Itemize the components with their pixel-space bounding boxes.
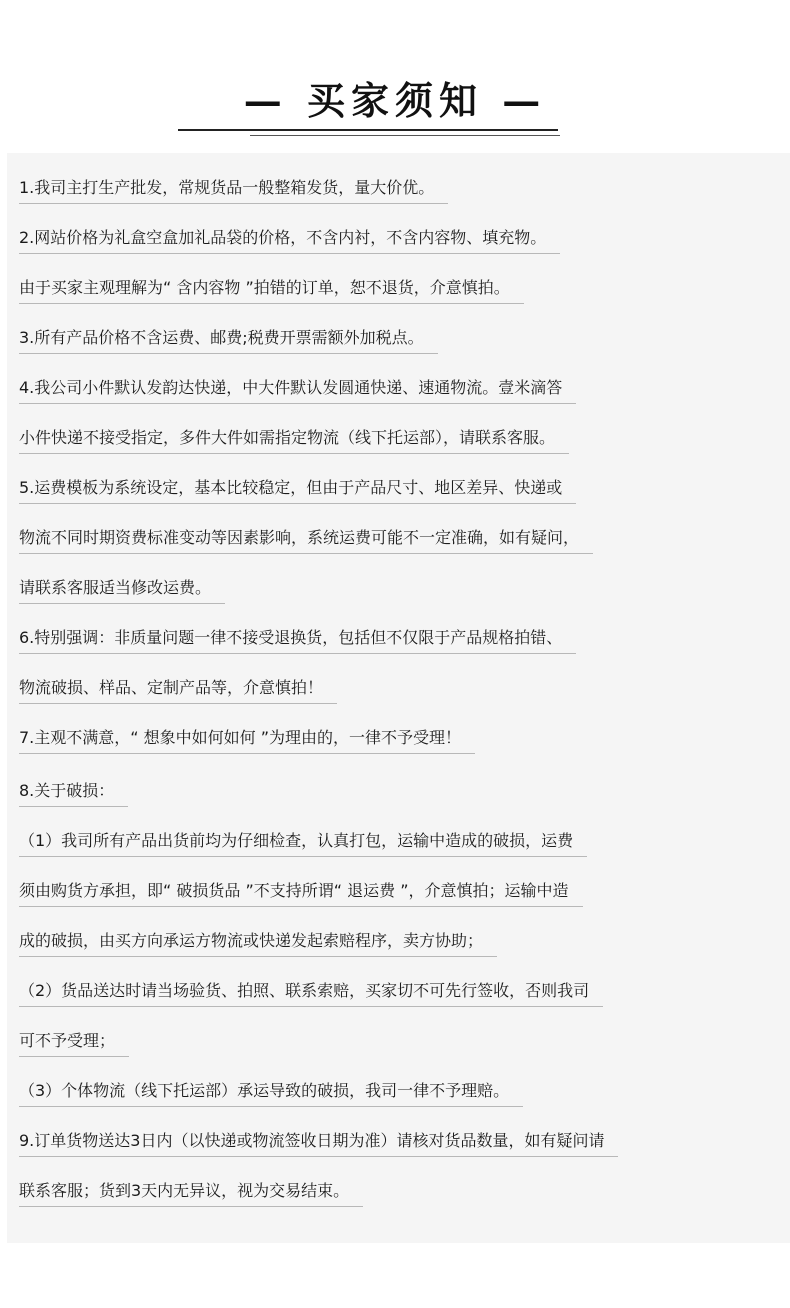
notice-line: 请联系客服适当修改运费。 [19,577,225,604]
notice-line: 须由购货方承担，即“ 破损货品 ”不支持所谓“ 退运费 ”，介意慎拍；运输中造 [19,880,583,907]
notice-line: 5.运费模板为系统设定，基本比较稳定，但由于产品尺寸、地区差异、快递或 [19,477,576,504]
notice-line: 8.关于破损： [19,780,128,807]
notice-line: 小件快递不接受指定，多件大件如需指定物流（线下托运部），请联系客服。 [19,427,569,454]
notice-line: 由于买家主观理解为“ 含内容物 ”拍错的订单，恕不退货，介意慎拍。 [19,277,524,304]
notice-line: 物流破损、样品、定制产品等，介意慎拍！ [19,677,337,704]
notice-line: 9.订单货物送达3日内（以快递或物流签收日期为准）请核对货品数量，如有疑问请 [19,1130,618,1157]
title-underline [178,129,558,131]
notice-line: 7.主观不满意，“ 想象中如何如何 ”为理由的，一律不予受理！ [19,727,475,754]
title-underline-secondary [250,135,560,136]
notice-line: 3.所有产品价格不含运费、邮费;税费开票需额外加税点。 [19,327,438,354]
notice-line: 6.特别强调：非质量问题一律不接受退换货，包括但不仅限于产品规格拍错、 [19,627,576,654]
notice-line: 1.我司主打生产批发，常规货品一般整箱发货，量大价优。 [19,177,448,204]
notice-line: 物流不同时期资费标准变动等因素影响，系统运费可能不一定准确，如有疑问， [19,527,593,554]
page-title: — 买家须知 — [243,78,547,123]
notice-line: （1）我司所有产品出货前均为仔细检查，认真打包，运输中造成的破损，运费 [19,830,587,857]
notice-line: 联系客服；货到3天内无异议，视为交易结束。 [19,1180,363,1207]
notice-line: 成的破损，由买方向承运方物流或快递发起索赔程序，卖方协助； [19,930,497,957]
notice-line: （2）货品送达时请当场验货、拍照、联系索赔，买家切不可先行签收，否则我司 [19,980,603,1007]
notice-line: 4.我公司小件默认发韵达快递，中大件默认发圆通快递、速通物流。壹米滴答 [19,377,576,404]
notice-line: 可不予受理； [19,1030,129,1057]
notice-line: （3）个体物流（线下托运部）承运导致的破损，我司一律不予理赔。 [19,1080,523,1107]
header [0,0,790,150]
notice-panel [7,153,790,1243]
notice-line: 2.网站价格为礼盒空盒加礼品袋的价格，不含内衬，不含内容物、填充物。 [19,227,560,254]
